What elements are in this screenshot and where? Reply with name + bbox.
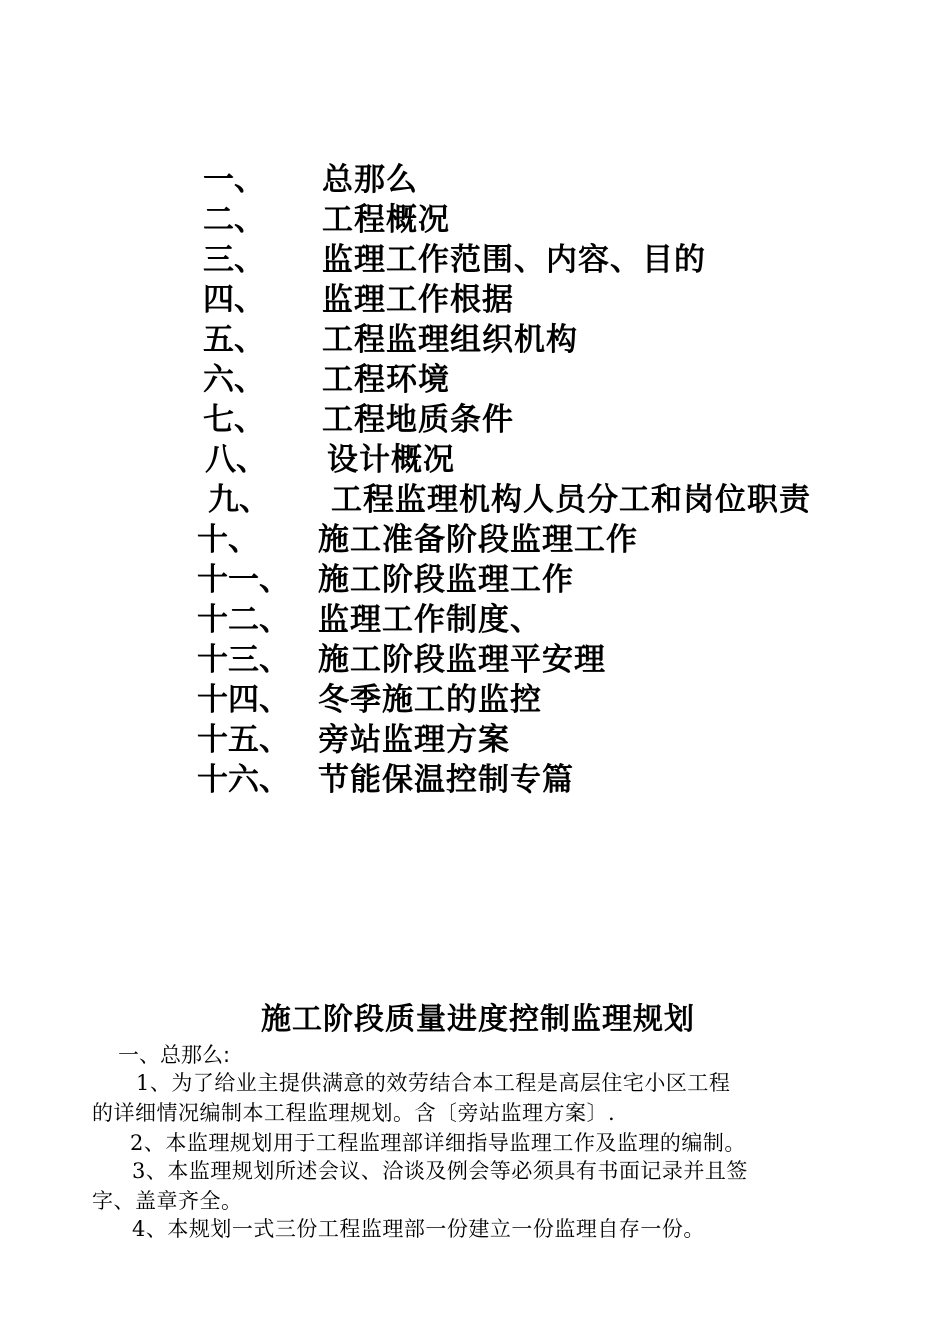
toc-item-number: 十一、	[197, 562, 290, 598]
toc-item-number: 十六、	[197, 762, 290, 798]
toc-item-title: 冬季施工的监控	[318, 682, 542, 718]
toc-item-number: 十三、	[197, 642, 290, 678]
paragraph	[92, 1214, 862, 1244]
paragraph	[92, 1156, 862, 1216]
toc-item-title: 监理工作根据	[322, 282, 514, 318]
section-heading: 一、总那么:	[118, 1043, 231, 1067]
toc-item-title: 施工阶段监理工作	[318, 562, 574, 598]
toc-item-number: 三、	[203, 242, 265, 278]
toc-item-title: 工程监理机构人员分工和岗位职责	[331, 482, 811, 518]
toc-item-title: 工程环境	[322, 362, 450, 398]
paragraph	[92, 1068, 862, 1128]
paragraph-line: 3、本监理规划所述会议、洽谈及例会等必须具有书面记录并且签	[132, 1159, 748, 1183]
toc-item-number: 四、	[203, 282, 265, 318]
toc-item-number: 五、	[203, 322, 265, 358]
toc-item-title: 监理工作范围、内容、目的	[322, 242, 706, 278]
toc-item-number: 一、	[203, 162, 265, 198]
toc-item-title: 节能保温控制专篇	[318, 762, 574, 798]
toc-item-title: 总那么	[322, 162, 418, 198]
toc-item-number: 十、	[197, 522, 259, 558]
paragraph-line: 1、为了给业主提供满意的效劳结合本工程是高层住宅小区工程	[136, 1071, 731, 1095]
paragraph	[92, 1128, 862, 1158]
toc-item-number: 八、	[205, 442, 267, 478]
toc-item-number: 二、	[203, 202, 265, 238]
toc-item-number: 九、	[208, 482, 270, 518]
toc-item-number: 十五、	[197, 722, 290, 758]
paragraph-line: 2、本监理规划用于工程监理部详细指导监理工作及监理的编制。	[130, 1131, 746, 1155]
toc-item-title: 监理工作制度、	[318, 602, 542, 638]
document-title: 施工阶段质量进度控制监理规划	[261, 1002, 695, 1037]
toc-item-number: 七、	[203, 402, 265, 438]
paragraph-line: 的详细情况编制本工程监理规划。含〔旁站监理方案〕.	[92, 1101, 616, 1125]
toc-item-number: 六、	[203, 362, 265, 398]
toc-item-number: 十四、	[197, 682, 290, 718]
paragraph-line: 字、盖章齐全。	[92, 1189, 243, 1213]
toc-item-title: 旁站监理方案	[318, 722, 510, 758]
paragraph-line: 4、本规划一式三份工程监理部一份建立一份监理自存一份。	[132, 1217, 705, 1241]
toc-item-number: 十二、	[197, 602, 290, 638]
toc-item-title: 工程监理组织机构	[322, 322, 578, 358]
toc-item-title: 工程概况	[322, 202, 450, 238]
toc-item-title: 施工准备阶段监理工作	[318, 522, 638, 558]
toc-item-title: 设计概况	[327, 442, 455, 478]
toc-item-title: 施工阶段监理平安理	[318, 642, 606, 678]
toc-item-title: 工程地质条件	[322, 402, 514, 438]
